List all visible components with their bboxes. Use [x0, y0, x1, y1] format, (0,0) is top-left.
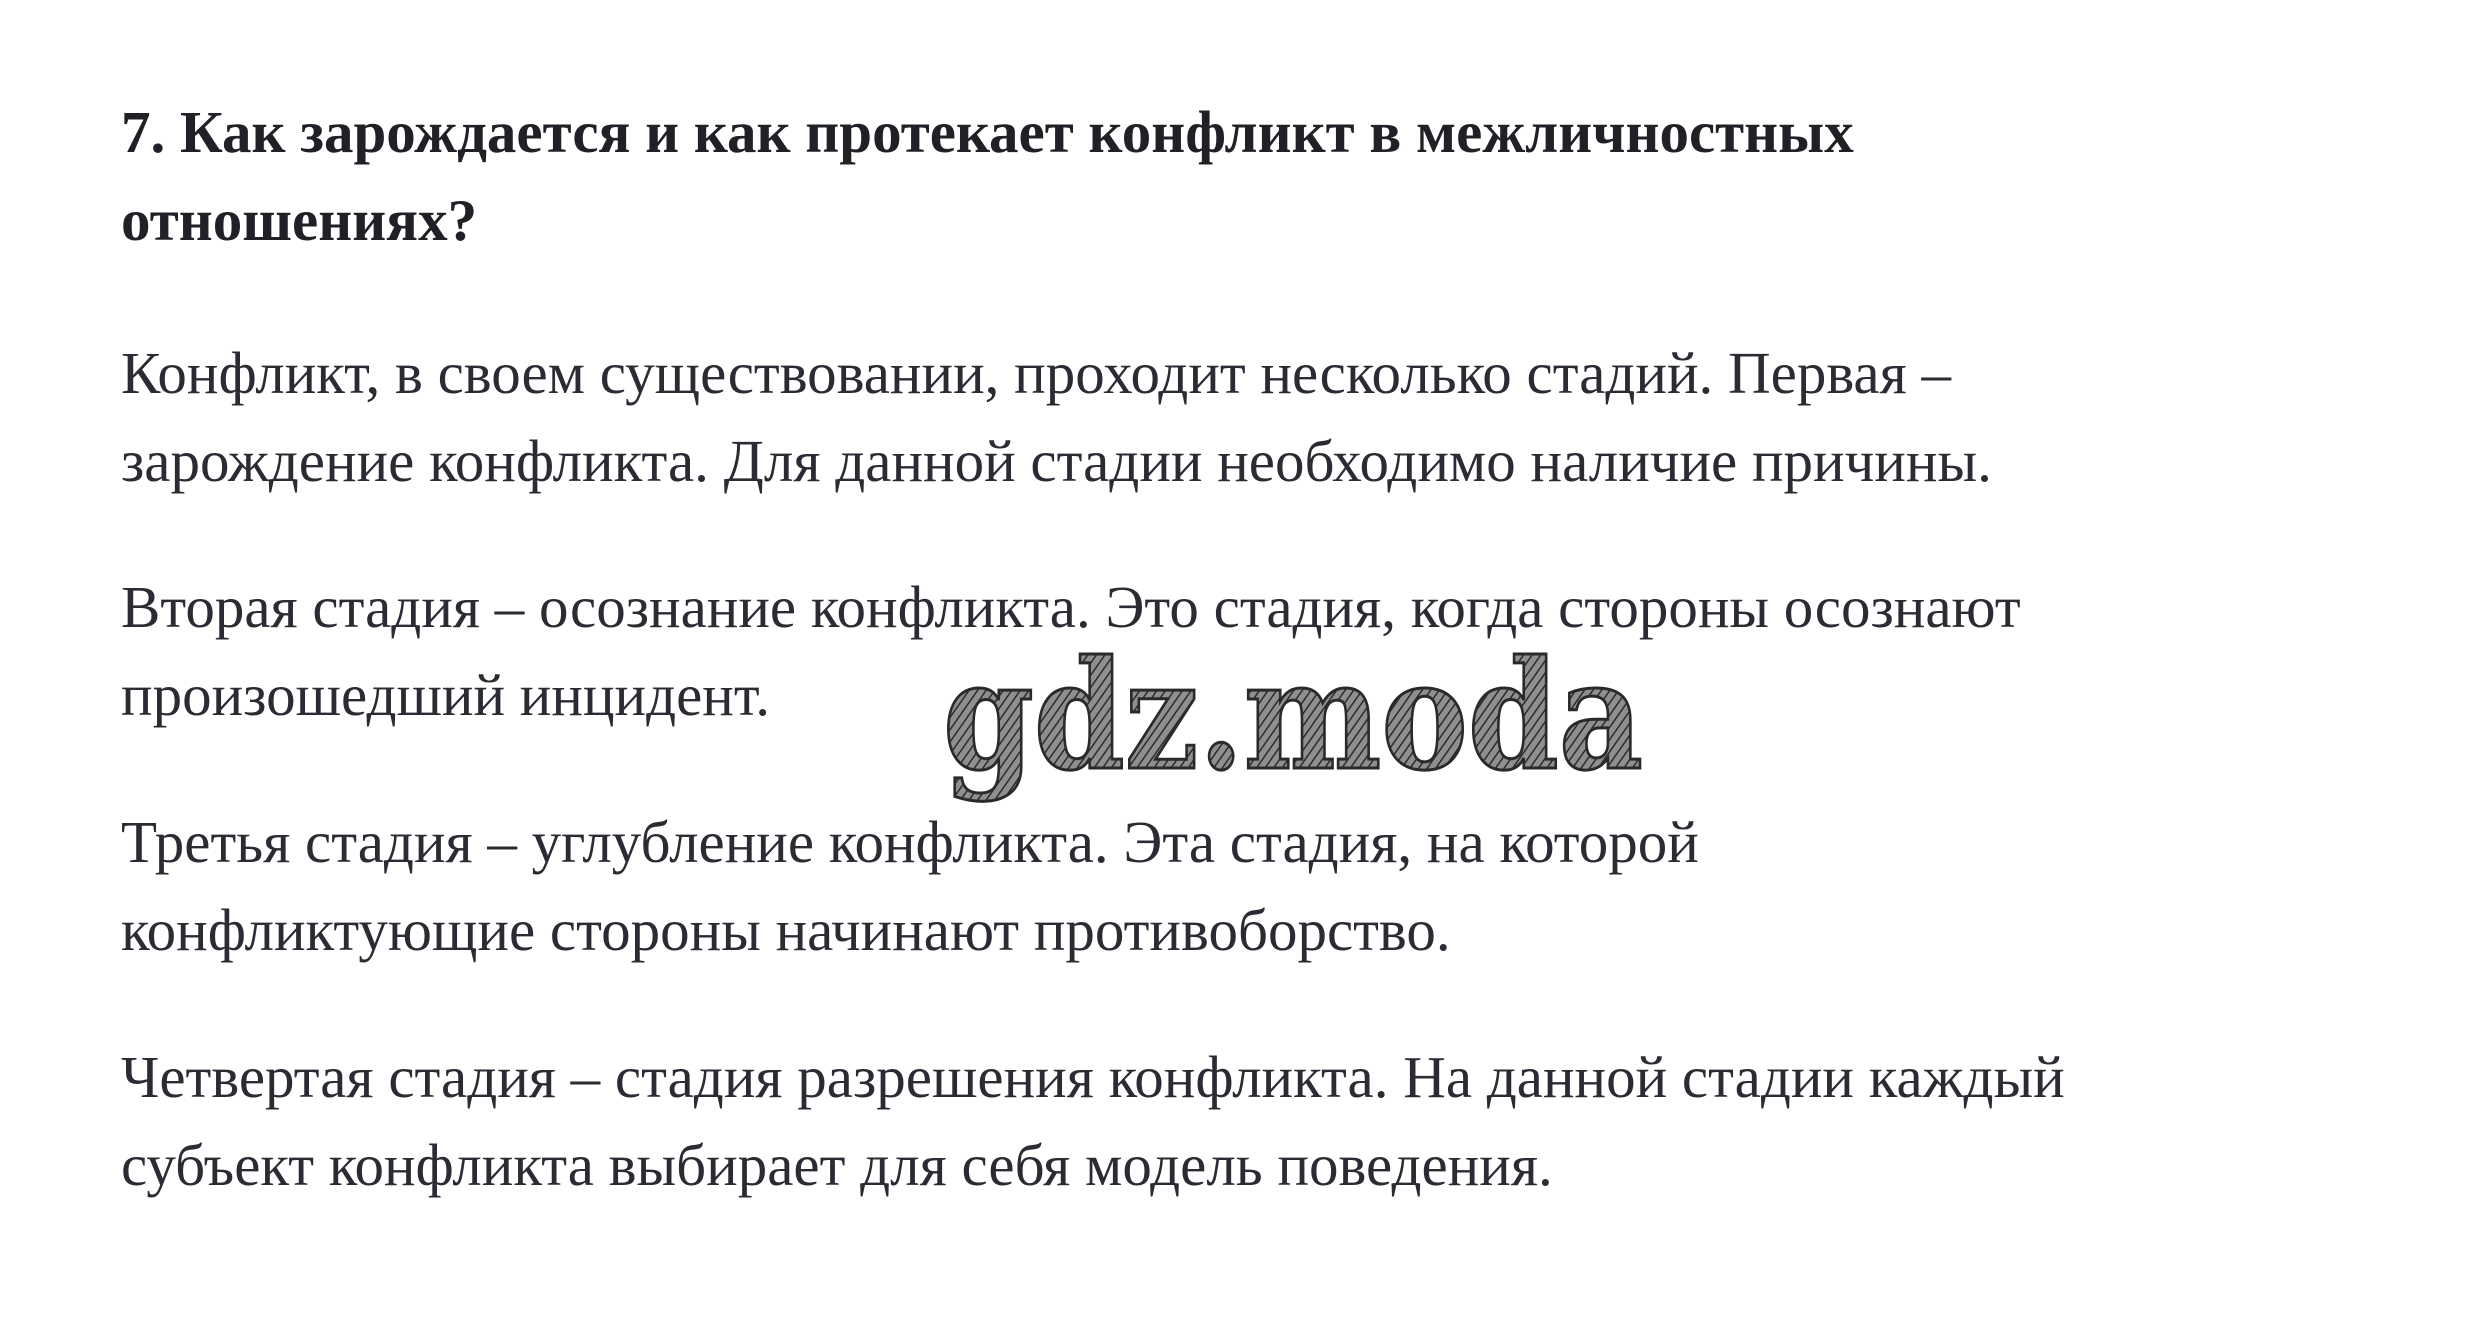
- paragraph-1-line-2: зарождение конфликта. Для данной стадии необходимо наличие причины.: [121, 428, 1992, 494]
- watermark-text: gdz.moda: [943, 628, 1643, 804]
- paragraph-3-line-2: конфликтующие стороны начинают противоборство.: [121, 897, 1451, 963]
- question-heading: [121, 88, 2401, 264]
- answer-paragraph-3: [121, 798, 1699, 974]
- paragraph-3-line-1: Третья стадия – углубление конфликта. Эта стадия, на которой: [121, 809, 1699, 875]
- paragraph-4-line-2: субъект конфликта выбирает для себя модель поведения.: [121, 1132, 1553, 1198]
- paragraph-2-line-1: Вторая стадия – осознание конфликта. Это стадия, когда стороны осознают: [121, 574, 2021, 640]
- answer-paragraph-1: [121, 329, 1992, 505]
- paragraph-2-line-2: произошедший инцидент.: [121, 662, 770, 728]
- question-line-2: отношениях?: [121, 187, 478, 253]
- watermark-logo: [935, 628, 1655, 815]
- answer-paragraph-4: [121, 1033, 2065, 1209]
- paragraph-4-line-1: Четвертая стадия – стадия разрешения конфликта. На данной стадии каждый: [121, 1044, 2065, 1110]
- paragraph-1-line-1: Конфликт, в своем существовании, проходит несколько стадий. Первая –: [121, 340, 1952, 406]
- question-line-1: 7. Как зарождается и как протекает конфликт в межличностных: [121, 99, 1854, 165]
